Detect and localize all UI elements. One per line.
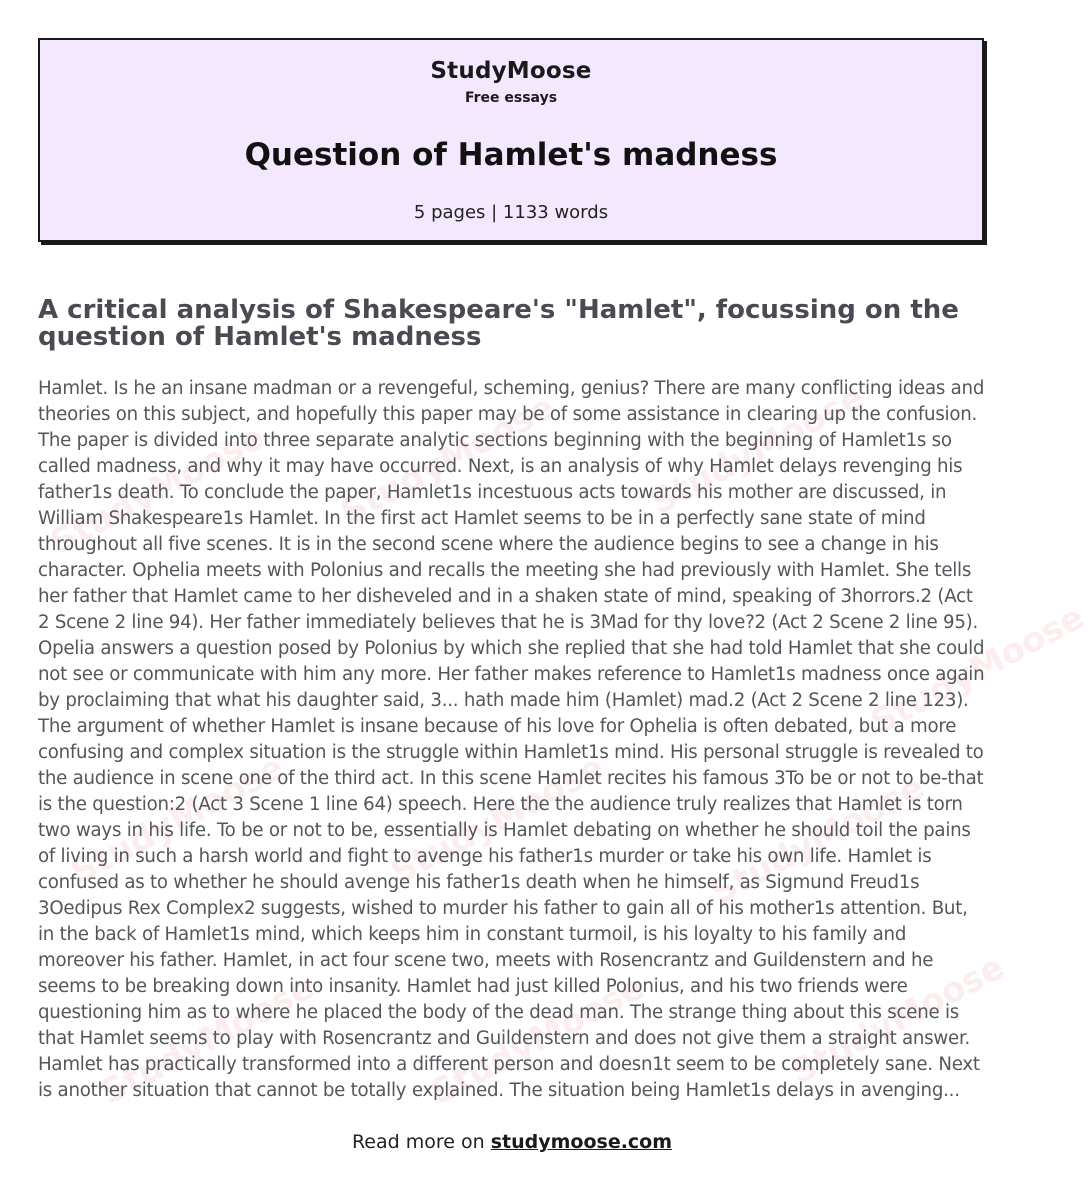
watermark: StudyMoose [64,747,291,893]
watermark: StudyMoose [864,597,1091,743]
watermark: StudyMoose [784,947,1011,1093]
footer-prefix: Read more on [351,1131,491,1153]
watermark: StudyMoose [384,747,611,893]
essay-body: Hamlet. Is he an insane madman or a revengeful, scheming, genius? There are many conflicting ideas and theories on this subject, and hopefully this paper may be of some assistance in clearing up the confusion. The paper is divided into three separate analytic sections beginning with the beginning of Hamlet1s so called madness, and why it may have occurred. Next, is an analysis of why Hamlet delays revenging his father1s death. To conclude the paper, Hamlet1s incestuous acts towards his mother are discussed, in William Shakespeare1s Hamlet. In the first act Hamlet seems to be in a perfectly sane state of mind throughout all five scenes. It is in the second scene where the audience begins to see a change in his character. Ophelia meets with Polonius and recalls the meeting she had previously with Hamlet. She tells her father that Hamlet came to her disheveled and in a shaken state of mind, speaking of 3horrors.2 (Act 2 Scene 2 line 94). Her father immediately believes that he is 3Mad for thy love?2 (Act 2 Scene 2 line 95). Opelia answers a question posed by Polonius by which she replied that she had told Hamlet that she could not see or communicate with him any more. Her father makes reference to Hamlet1s madness once again by proclaiming that what his daughter said, 3... hath made him (Hamlet) mad.2 (Act 2 Scene 2 line 123). The argument of whether Hamlet is insane because of his love for Ophelia is often debated, but a more confusing and complex situation is the struggle within Hamlet1s mind. His personal struggle is revealed to the audience in scene one of the third act. In this scene Hamlet recites his famous 3To be or not to be-that is the question:2 (Act 3 Scene 1 line 64) speech. Here the the audience truly realizes that Hamlet is torn two ways in his life. To be or not to be, essentially is Hamlet debating on whether he should toil the pains of living in such a harsh world and fight to avenge his father1s murder or take his own life. Hamlet is confused as to whether he should avenge his father1s death when he himself, as Sigmund Freud1s 3Oedipus Rex Complex2 suggests, wished to murder his father to gain all of his mother1s attention. But, in the back of Hamlet1s mind, which keeps him in constant turmoil, is his loyalty to his family and moreover his father. Hamlet, in act four scene two, meets with Rosencrantz and Guildenstern and he seems to be breaking down into insanity. Hamlet had just killed Polonius, and his two friends were questioning him as to where he placed the body of the dead man. The strange thing about this scene is that Hamlet seems to play with Rosencrantz and Guildenstern and does not give them a straight answer. Hamlet has practically transformed into a different person and doesn1t seem to be completely sane. Next is another situation that cannot be totally explained. The situation being Hamlet1s delays in avenging... [38,378,985,1101]
essay-meta: 5 pages | 1133 words [413,202,609,223]
watermark: StudyMoose [94,967,321,1113]
watermark: StudyMoose [704,767,931,913]
essay-heading: A critical analysis of Shakespeare's "Hamlet", focussing on the question of Hamlet's madness [38,295,959,352]
brand-logo: StudyMoose [430,58,592,84]
watermark: StudyMoose [44,417,271,563]
essay-header-card [38,38,984,242]
watermark: StudyMoose [644,377,871,523]
watermark: StudyMoose [424,967,651,1113]
page-title: Question of Hamlet's madness [244,137,778,173]
studymoose-link[interactable]: studymoose.com [490,1131,673,1153]
footer [0,1131,1024,1153]
brand-tagline: Free essays [464,90,558,106]
watermark: StudyMoose [334,387,561,533]
